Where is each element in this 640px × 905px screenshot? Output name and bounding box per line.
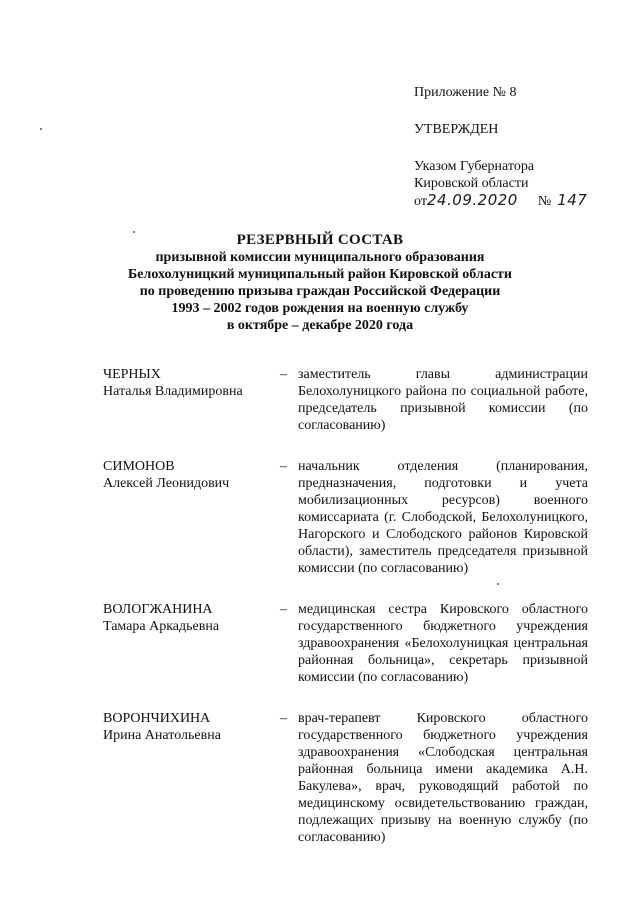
member-role: заместитель главы администрации Белохолуницкого района по социальной работе, председатель призывной комиссии (по согласованию) [298, 367, 588, 433]
member-surname: ВОРОНЧИХИНА [103, 711, 211, 726]
scan-speck [133, 231, 135, 233]
member-given-name: Алексей Леонидович [103, 476, 230, 491]
member-entry [103, 458, 591, 577]
decree-date-line [414, 192, 624, 210]
title-line-5: в октябре – декабре 2020 года [226, 318, 414, 333]
approval-block [414, 84, 624, 210]
member-dash: – [280, 367, 287, 382]
member-entry [103, 710, 591, 846]
member-name [103, 458, 280, 577]
member-dash: – [280, 459, 287, 474]
member-name [103, 710, 280, 846]
member-name [103, 366, 280, 434]
approved-by-line1: Указом Губернатора [414, 159, 535, 174]
member-name [103, 601, 280, 686]
title-line-2: Белохолуницкий муниципальный район Кировской области [128, 267, 512, 282]
member-given-name: Тамара Аркадьевна [103, 619, 220, 634]
member-role: начальник отделения (планирования, предназначения, подготовки и учета мобилизационных ресурсов) военного комиссариата (г. Слободской, Белохолуницкого, Нагорского и Слободского районов Кировской области), заместитель председателя призывной комиссии (по согласованию) [298, 459, 588, 576]
number-prefix: № [537, 194, 552, 209]
member-dash: – [280, 602, 287, 617]
member-dash: – [280, 711, 287, 726]
member-entry [103, 366, 591, 434]
title-line-3: по проведению призыва граждан Российской Федерации [139, 284, 501, 299]
member-surname: СИМОНОВ [103, 459, 175, 474]
approved-label: УТВЕРЖДЕН [414, 122, 499, 137]
date-prefix: от [414, 194, 427, 209]
title-line-4: 1993 – 2002 годов рождения на военную службу [171, 301, 469, 316]
handwritten-date: 24.09.2020 [426, 191, 518, 209]
member-surname: ЧЕРНЫХ [103, 367, 161, 382]
member-entry [103, 601, 591, 686]
member-given-name: Наталья Владимировна [103, 384, 243, 399]
appendix-label: Приложение № 8 [414, 85, 517, 100]
member-surname: ВОЛОГЖАНИНА [103, 602, 213, 617]
member-given-name: Ирина Анатольевна [103, 728, 221, 743]
member-role: медицинская сестра Кировского областного государственного бюджетного учреждения здравоохранения «Белохолуницкая центральная районная больница», секретарь призывной комиссии (по согласованию) [298, 602, 588, 685]
approved-by-line2: Кировской области [414, 176, 529, 191]
document-title [60, 232, 580, 334]
handwritten-number: 147 [557, 191, 588, 209]
member-role: врач-терапевт Кировского областного государственного бюджетного учреждения здравоохранения «Слободская центральная районная больница имени академика А.Н. Бакулева», врач, руководящий работой по медицинскому освидетельствованию граждан, подлежащих призыву на военную службу (по согласованию) [298, 711, 588, 845]
title-main: РЕЗЕРВНЫЙ СОСТАВ [236, 232, 404, 248]
scan-speck [497, 583, 499, 585]
scan-speck [40, 128, 42, 130]
member-list [103, 366, 591, 870]
title-line-1: призывной комиссии муниципального образования [155, 250, 485, 265]
